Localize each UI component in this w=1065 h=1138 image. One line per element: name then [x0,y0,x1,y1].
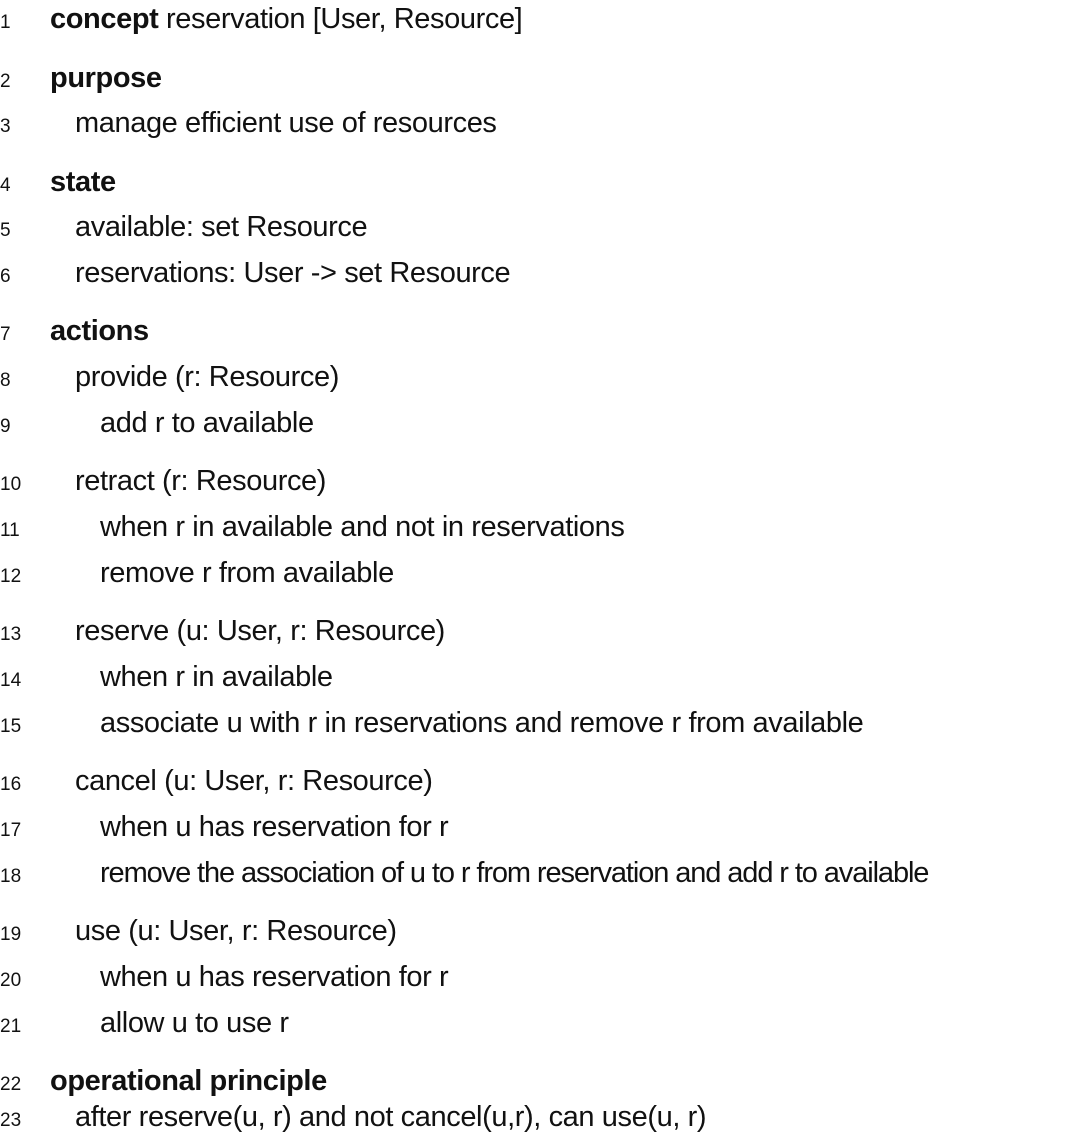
code-line-5 [0,208,1065,248]
line-number: 4 [0,175,11,196]
line-text: reservations: User -> set Resource [75,257,511,289]
keyword: actions [50,315,149,347]
line-number: 11 [0,520,20,541]
line-text: when u has reservation for r [100,961,449,993]
code-line-15 [0,704,1065,744]
line-text: use (u: User, r: Resource) [75,915,397,947]
code-line-19 [0,912,1065,952]
keyword: purpose [50,62,162,94]
line-number: 19 [0,924,22,945]
code-line-22 [0,1062,1065,1102]
code-line-17 [0,808,1065,848]
line-number: 9 [0,416,11,437]
code-line-6 [0,254,1065,294]
line-text: when r in available and not in reservations [100,511,625,543]
keyword: concept [50,3,159,35]
code-line-7 [0,312,1065,352]
code-line-14 [0,658,1065,698]
line-text: associate u with r in reservations and remove r from available [100,707,864,739]
line-text: allow u to use r [100,1007,289,1039]
line-number: 14 [0,670,22,691]
line-text: when u has reservation for r [100,811,449,843]
code-line-8 [0,358,1065,398]
code-line-10 [0,462,1065,502]
line-number: 3 [0,116,11,137]
line-number: 18 [0,866,22,887]
code-line-1 [0,0,1065,40]
line-number: 16 [0,774,22,795]
line-number: 20 [0,970,22,991]
code-line-20 [0,958,1065,998]
code-line-12 [0,554,1065,594]
line-number: 6 [0,266,11,287]
code-line-18 [0,854,1065,894]
line-number: 1 [0,12,11,33]
line-number: 7 [0,324,11,345]
line-text: remove r from available [100,557,394,589]
line-text: available: set Resource [75,211,368,243]
code-line-2 [0,59,1065,99]
line-number: 10 [0,474,22,495]
code-line-16 [0,762,1065,802]
line-number: 17 [0,820,22,841]
line-content [50,5,522,34]
line-text: provide (r: Resource) [75,361,339,393]
line-text: remove the association of u to r from reservation and add r to available [100,857,929,889]
code-line-9 [0,404,1065,444]
line-text: reservation [User, Resource] [158,3,523,35]
code-line-11 [0,508,1065,548]
code-line-23 [0,1098,1065,1138]
line-number: 2 [0,71,11,92]
line-text: when r in available [100,661,333,693]
keyword: operational principle [50,1065,327,1097]
line-number: 8 [0,370,11,391]
line-text: manage efficient use of resources [75,107,497,139]
code-line-3 [0,104,1065,144]
line-text: cancel (u: User, r: Resource) [75,765,433,797]
line-number: 5 [0,220,11,241]
line-number: 13 [0,624,22,645]
code-line-4 [0,163,1065,203]
line-number: 21 [0,1016,22,1037]
line-number: 15 [0,716,22,737]
line-text: retract (r: Resource) [75,465,327,497]
line-number: 22 [0,1074,22,1095]
code-line-13 [0,612,1065,652]
keyword: state [50,166,116,198]
line-text: add r to available [100,407,314,439]
code-line-21 [0,1004,1065,1044]
line-number: 23 [0,1110,22,1131]
line-text: reserve (u: User, r: Resource) [75,615,445,647]
line-text: after reserve(u, r) and not cancel(u,r), can use(u, r) [75,1101,707,1133]
line-number: 12 [0,566,22,587]
